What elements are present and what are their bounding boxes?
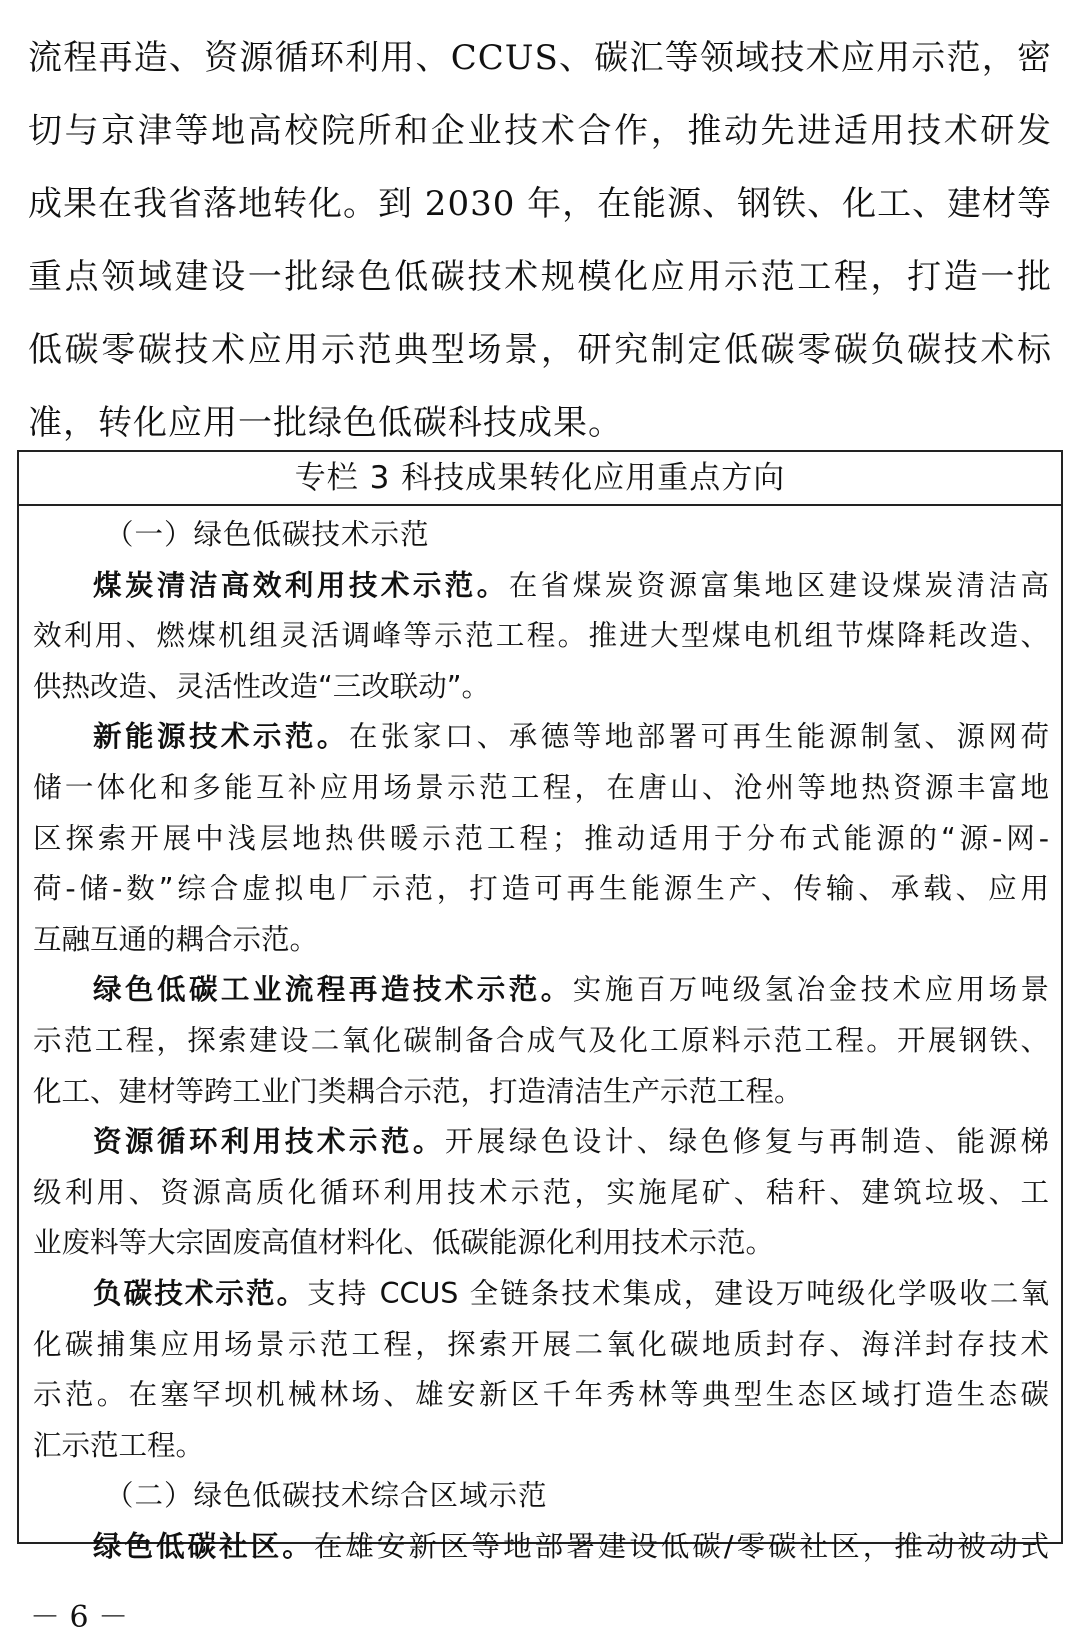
intro-paragraph bbox=[28, 22, 1052, 460]
section-heading: （一）绿色低碳技术示范 bbox=[105, 518, 430, 551]
paragraph-line: 化工、建材等跨工业门类耦合示范，打造清洁生产示范工程。 bbox=[33, 1074, 803, 1108]
intro-line: 准，转化应用一批绿色低碳科技成果。 bbox=[28, 403, 623, 443]
paragraph-heading: 负碳技术示范。 bbox=[93, 1276, 308, 1310]
paragraph-heading: 煤炭清洁高效利用技术示范。 bbox=[93, 568, 509, 602]
paragraph-first-line bbox=[33, 965, 1049, 1016]
column-box bbox=[17, 450, 1063, 1563]
paragraph-text: 实施百万吨级氢冶金技术应用场景 bbox=[572, 973, 1049, 1007]
paragraph-first-line bbox=[33, 1269, 1049, 1320]
paragraph-line: 效利用、燃煤机组灵活调峰等示范工程。推进大型煤电机组节煤降耗改造、 bbox=[33, 619, 1049, 653]
paragraph-line: 级利用、资源高质化循环利用技术示范，实施尾矿、秸秆、建筑垃圾、工 bbox=[33, 1175, 1049, 1209]
paragraph-text: 开展绿色设计、绿色修复与再制造、能源梯 bbox=[444, 1125, 1049, 1159]
paragraph-heading: 资源循环利用技术示范。 bbox=[93, 1125, 445, 1159]
paragraph-heading: 新能源技术示范。 bbox=[93, 720, 349, 754]
intro-line: 流程再造、资源循环利用、CCUS、碳汇等领域技术应用示范，密 bbox=[28, 38, 1052, 78]
paragraph-line: 汇示范工程。 bbox=[33, 1428, 205, 1462]
paragraph-first-line bbox=[33, 712, 1049, 763]
paragraph-text: 在雄安新区等地部署建设低碳/零碳社区，推动被动式 bbox=[313, 1529, 1049, 1563]
paragraph-line: 区探索开展中浅层地热供暖示范工程；推动适用于分布式能源的“源-网- bbox=[33, 821, 1049, 855]
paragraph-line: 示范。在塞罕坝机械林场、雄安新区千年秀林等典型生态区域打造生态碳 bbox=[33, 1378, 1049, 1412]
intro-line: 低碳零碳技术应用示范典型场景，研究制定低碳零碳负碳技术标 bbox=[28, 330, 1052, 370]
intro-line: 重点领域建设一批绿色低碳技术规模化应用示范工程，打造一批 bbox=[28, 257, 1052, 297]
paragraph-line: 供热改造、灵活性改造“三改联动”。 bbox=[33, 669, 491, 703]
paragraph-line: 示范工程，探索建设二氧化碳制备合成气及化工原料示范工程。开展钢铁、 bbox=[33, 1023, 1049, 1057]
paragraph-line: 储一体化和多能互补应用场景示范工程，在唐山、沧州等地热资源丰富地 bbox=[33, 770, 1049, 804]
paragraph-text: 支持 CCUS 全链条技术集成，建设万吨级化学吸收二氧 bbox=[307, 1276, 1049, 1310]
intro-line: 切与京津等地高校院所和企业技术合作，推动先进适用技术研发 bbox=[28, 111, 1052, 151]
paragraph-first-line bbox=[33, 561, 1049, 612]
section-heading: （二）绿色低碳技术综合区域示范 bbox=[105, 1479, 548, 1513]
paragraph-heading: 绿色低碳社区。 bbox=[93, 1529, 314, 1563]
paragraph-text: 在省煤炭资源富集地区建设煤炭清洁高 bbox=[508, 568, 1049, 602]
paragraph-line: 业废料等大宗固废高值材料化、低碳能源化利用技术示范。 bbox=[33, 1226, 775, 1260]
page-number: － 6 － bbox=[30, 1600, 129, 1635]
paragraph-first-line bbox=[33, 1522, 1049, 1573]
paragraph-text: 在张家口、承德等地部署可再生能源制氢、源网荷 bbox=[348, 720, 1049, 754]
paragraph-line: 化碳捕集应用场景示范工程，探索开展二氧化碳地质封存、海洋封存技术 bbox=[33, 1327, 1049, 1361]
paragraph-line: 互融互通的耦合示范。 bbox=[33, 922, 319, 956]
box-title: 专栏 3 科技成果转化应用重点方向 bbox=[19, 452, 1061, 506]
intro-line: 成果在我省落地转化。到 2030 年，在能源、钢铁、化工、建材等 bbox=[28, 184, 1052, 224]
paragraph-line: 荷-储-数”综合虚拟电厂示范，打造可再生能源生产、传输、承载、应用 bbox=[33, 872, 1049, 906]
box-body bbox=[19, 506, 1061, 1572]
paragraph-heading: 绿色低碳工业流程再造技术示范。 bbox=[93, 973, 573, 1007]
paragraph-first-line bbox=[33, 1117, 1049, 1168]
